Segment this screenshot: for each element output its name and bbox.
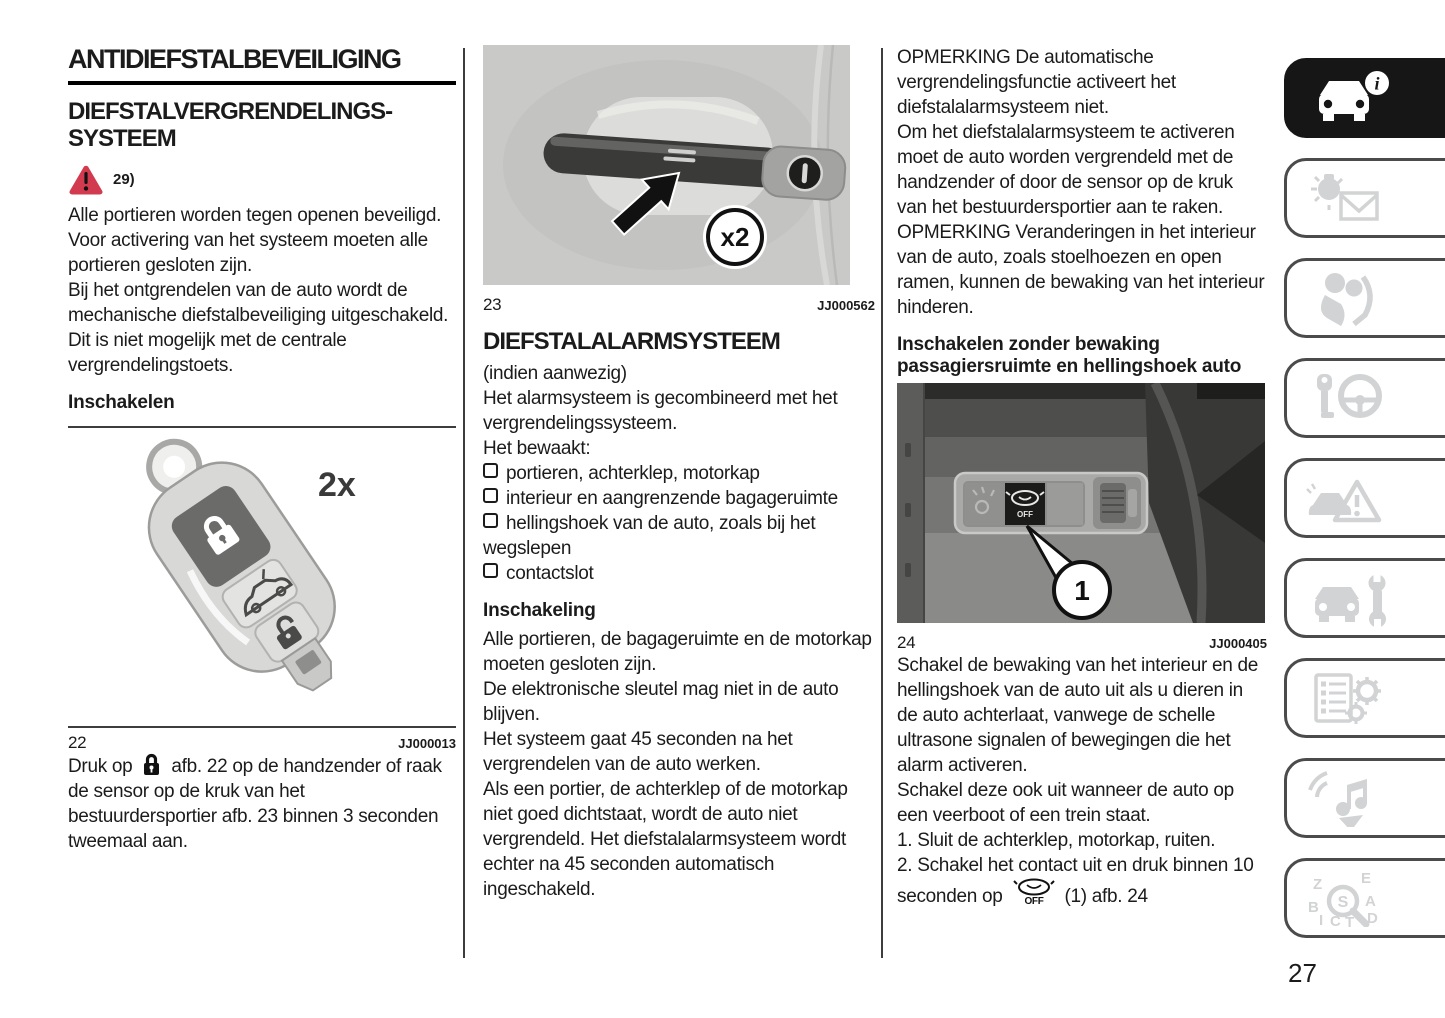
press-twice-label: 2x [318, 466, 356, 505]
text-fragment: Druk op [68, 756, 133, 778]
column-divider [881, 48, 883, 958]
tab-servicing-and-care[interactable] [1284, 558, 1445, 638]
tab-getting-to-know-your-car[interactable] [1284, 58, 1445, 138]
figure-24-dashboard-switch [897, 383, 1267, 653]
list-item-text: contactslot [506, 563, 594, 585]
tab-warning-lights-and-messages[interactable] [1284, 158, 1445, 238]
paragraph: Om het diefstalalarmsysteem te activeren moet de auto worden vergrendeld met de handzender of door de sensor op de kruk van het bestuurdersportier aan te raken. [897, 122, 1235, 218]
svg-text:I: I [1319, 912, 1324, 927]
list-item [483, 511, 875, 561]
list-item [483, 461, 875, 486]
note-paragraph: OPMERKING De automatische vergrendelingsfunctie activeert het diefstalalarmsysteem niet. [897, 47, 1176, 118]
dashboard-illustration [897, 383, 1265, 623]
subheading-disable-monitoring: Inschakelen zonder bewaking passagiersruimte en hellingshoek auto [897, 334, 1242, 377]
car-wrench-service-icon [1305, 569, 1397, 627]
emergency-triangle-icon [1305, 469, 1397, 527]
car-off-icon [1013, 878, 1055, 906]
tab-multimedia[interactable] [1284, 758, 1445, 838]
paragraph: De elektronische sleutel mag niet in de auto blijven. [483, 679, 839, 726]
technical-data-gears-icon [1305, 669, 1397, 727]
off-label: OFF [1023, 896, 1044, 906]
svg-text:Z: Z [1313, 876, 1323, 893]
figure-code: JJ000013 [398, 736, 456, 752]
text-fragment: (1) afb. 24 [1064, 886, 1148, 907]
svg-text:i: i [1374, 73, 1380, 94]
figure-number: 24 [897, 633, 916, 652]
lock-closed-icon [142, 753, 161, 776]
tab-index[interactable] [1284, 858, 1445, 938]
paragraph: Schakel deze ook uit wanneer de auto op een veerboot of een trein staat. [897, 780, 1234, 826]
paragraph: Schakel de bewaking van het interieur en de hellingshoek van de auto uit als u dieren in de auto achterlaat, vanwege de schelle ultrasone signalen of bewegingen die het alarm activeren. [897, 655, 1259, 776]
section-heading-lock-system: DIEFSTALVERGRENDELINGS-SYSTEEM [68, 98, 393, 152]
text-fragment: afb. 22 op de handzender of raak de sensor op de kruk van het bestuurdersportier afb. 23 binnen 3 seconden tweemaal aan. [68, 756, 442, 853]
note-paragraph: OPMERKING Veranderingen in het interieur van de auto, zoals stoelhoezen en open ramen, kunnen de bewaking van het interieur hinderen. [897, 222, 1265, 318]
availability-note: (indien aanwezig) [483, 363, 627, 385]
blank-button [1047, 483, 1083, 525]
warning-triangle-icon [68, 164, 104, 195]
chapter-tab-sidebar [1284, 58, 1445, 958]
list-item-text: interieur en aangrenzende bagageruimte [506, 488, 838, 510]
badge-label: x2 [720, 222, 750, 252]
door-handle-illustration [483, 45, 850, 285]
off-label: OFF [1017, 510, 1033, 519]
svg-text:B: B [1308, 899, 1319, 916]
switch-panel [955, 473, 1147, 533]
svg-text:T: T [1345, 914, 1355, 927]
paragraph: Bij het ontgrendelen van de auto wordt de mechanische diefstalbeveiliging uitgeschakeld. [68, 280, 449, 327]
callout-number: 1 [1074, 575, 1090, 606]
tab-starting-and-driving[interactable] [1284, 358, 1445, 438]
figure-22-key-fob [68, 426, 456, 753]
tab-safety[interactable] [1284, 258, 1445, 338]
figure-number: 22 [68, 733, 87, 753]
paragraph: Het bewaakt: [483, 438, 591, 460]
list-item [483, 561, 875, 586]
bullet-square-icon [483, 513, 498, 528]
middle-column [483, 45, 875, 902]
page-number: 27 [1288, 958, 1317, 988]
airbag-safety-icon [1305, 269, 1397, 327]
touch-twice-badge [703, 205, 767, 269]
subheading-inschakelen: Inschakelen [68, 392, 175, 414]
section-heading-alarm-system: DIEFSTALALARMSYSTEEM [483, 328, 780, 355]
key-steering-wheel-icon [1305, 369, 1397, 427]
headlight-leveling-button [965, 483, 1003, 525]
paragraph: Alle portieren worden tegen openen beveiligd. Voor activering van het systeem moeten alle portieren gesloten zijn. [68, 205, 442, 277]
paragraph: Het alarmsysteem is gecombineerd met het vergrendelingssysteem. [483, 388, 838, 435]
paragraph: Alle portieren, de bagageruimte en de motorkap moeten gesloten zijn. [483, 629, 872, 676]
figure-code: JJ000562 [817, 298, 875, 313]
svg-text:E: E [1361, 870, 1372, 887]
paragraph: Dit is niet mogelijk met de centrale vergrendelingstoets. [68, 330, 347, 377]
key-fob-illustration [68, 428, 456, 721]
text-fragment: 2. Schakel het contact uit en druk binnen 10 seconden op [897, 855, 1254, 907]
numbered-step: 1. Sluit de achterklep, motorkap, ruiten. [897, 830, 1216, 851]
chapter-title: ANTIDIEFSTALBEVEILIGING [68, 45, 456, 85]
subheading-inschakeling: Inschakeling [483, 600, 596, 622]
warning-lights-message-icon [1305, 169, 1397, 227]
list-item [483, 486, 875, 511]
paragraph: Als een portier, de achterklep of de motorkap niet goed dichtstaat, wordt de auto niet vergrendeld. Het diefstalalarmsysteem wordt echter na 45 seconden automatisch ingeschakeld. [483, 779, 848, 901]
figure-number: 23 [483, 295, 502, 314]
figure-code: JJ000405 [1209, 636, 1267, 651]
right-column [897, 45, 1267, 909]
figure-caption [483, 295, 875, 315]
bullet-square-icon [483, 563, 498, 578]
index-search-icon [1305, 869, 1397, 927]
figure-caption [897, 633, 1267, 653]
car-info-icon [1305, 69, 1397, 127]
column-divider [463, 48, 465, 958]
bullet-square-icon [483, 488, 498, 503]
bullet-square-icon [483, 463, 498, 478]
multimedia-music-icon [1305, 769, 1397, 827]
key-fob-figure [68, 426, 456, 728]
list-item-text: hellingshoek van de auto, zoals bij het wegslepen [483, 513, 816, 560]
tab-in-an-emergency[interactable] [1284, 458, 1445, 538]
list-item-text: portieren, achterklep, motorkap [506, 463, 760, 485]
left-column [68, 45, 456, 854]
svg-text:D: D [1367, 910, 1378, 927]
svg-text:C: C [1330, 913, 1341, 927]
tab-technical-data[interactable] [1284, 658, 1445, 738]
paragraph-with-icon [68, 753, 456, 854]
svg-text:A: A [1365, 893, 1376, 910]
figure-caption [68, 733, 456, 753]
paragraph: Het systeem gaat 45 seconden na het vergrendelen van de auto werken. [483, 729, 793, 776]
warning-reference [68, 164, 456, 195]
svg-text:S: S [1337, 894, 1349, 911]
numbered-step-with-icon [897, 853, 1267, 909]
figure-23-door-handle [483, 45, 875, 315]
warning-number: 29) [113, 171, 135, 189]
